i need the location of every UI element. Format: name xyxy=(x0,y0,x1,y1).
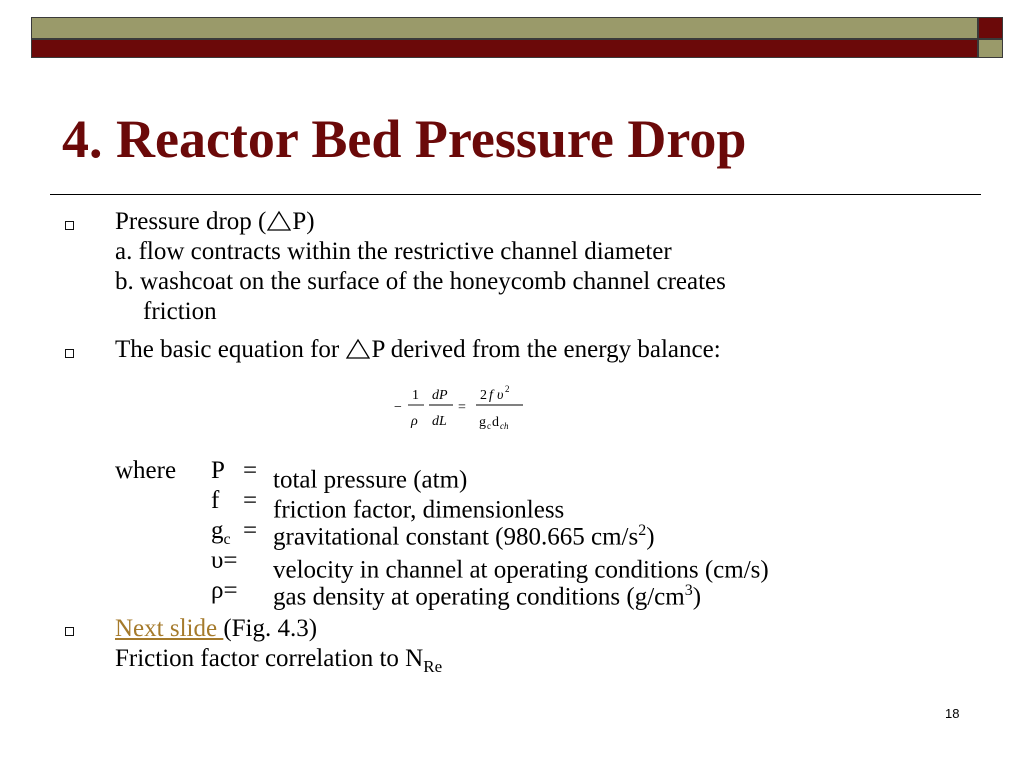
where-desc-pressure: total pressure (atm) xyxy=(273,466,468,494)
eq-equals: = xyxy=(458,400,466,415)
where-label: where xyxy=(115,457,177,484)
where-desc-velocity: velocity in channel at operating conditions (cm/s) xyxy=(273,556,769,584)
where-symbol-f: f xyxy=(211,487,220,514)
eq-den-dsub: ch xyxy=(500,421,509,431)
eq-den-g: g xyxy=(479,415,486,430)
fig-reference: (Fig. 4.3) xyxy=(223,615,318,642)
where-symbol-density: ρ= xyxy=(211,577,238,604)
delta-triangle-icon xyxy=(266,210,292,232)
where-equals: = xyxy=(243,457,258,484)
eq-one: 1 xyxy=(412,388,419,403)
bullet-text: The basic equation for xyxy=(115,336,346,363)
next-slide-link[interactable]: Next slide xyxy=(115,615,224,642)
where-symbol-gc: $g_c$ xyxy=(211,517,231,548)
hollow-square-bullet-icon xyxy=(65,627,74,636)
where-desc-friction: friction factor, dimensionless xyxy=(273,496,565,524)
eq-dL: dL xyxy=(432,414,447,429)
eq-dP: dP xyxy=(432,388,448,403)
eq-num-exp: 2 xyxy=(505,384,510,394)
where-equals: = xyxy=(243,487,258,514)
where-equals: = xyxy=(243,517,258,544)
where-desc-density: gas density at operating conditions $(g/cm^3)$ xyxy=(273,582,702,611)
bullet-text: Pressure drop ( xyxy=(115,208,267,235)
sub-item-b: b. washcoat on the surface of the honeycomb channel creates xyxy=(115,268,726,295)
where-desc-gravity: gravitational constant (980.665 $cm/s^2$) xyxy=(273,522,655,551)
eq-num-v: υ xyxy=(497,388,504,403)
page-number: 18 xyxy=(945,706,960,721)
pressure-drop-equation xyxy=(392,380,532,440)
bullet-next-slide xyxy=(115,614,317,644)
hollow-square-bullet-icon xyxy=(65,221,74,230)
eq-num-2: 2 xyxy=(480,388,487,403)
eq-den-d: d xyxy=(492,415,499,430)
eq-den-gsub: c xyxy=(487,421,491,431)
bullet-text: P) xyxy=(292,208,315,235)
bullet-text: P derived from the energy balance: xyxy=(371,336,721,363)
sub-item-a: a. flow contracts within the restrictive channel diameter xyxy=(115,238,672,265)
eq-minus: − xyxy=(394,400,402,415)
sub-item-b-continuation: friction xyxy=(143,298,217,325)
friction-factor-line: Friction factor correlation to $N_{Re}$ xyxy=(115,645,443,676)
where-symbol-velocity: υ= xyxy=(211,547,238,574)
slide-title: 4. Reactor Bed Pressure Drop xyxy=(62,109,747,169)
bullet-pressure-drop xyxy=(115,207,315,237)
eq-num-f: f xyxy=(489,388,493,403)
delta-triangle-icon xyxy=(345,338,371,360)
eq-rho: ρ xyxy=(411,414,418,429)
where-symbol-P: P xyxy=(211,457,225,484)
bullet-basic-equation xyxy=(115,335,721,365)
hollow-square-bullet-icon xyxy=(65,349,74,358)
